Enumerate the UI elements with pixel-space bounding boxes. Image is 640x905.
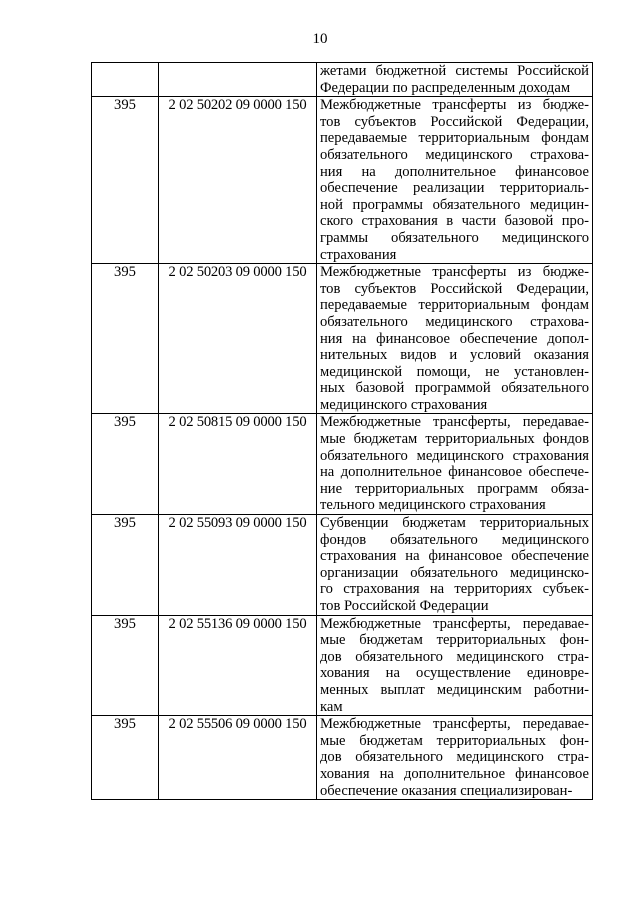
- text-line: Межбюджетные трансферты из бюдже-: [320, 264, 589, 281]
- admin-code-cell: 395: [92, 97, 159, 264]
- text-line: обязательного медицинского страхова-: [320, 146, 589, 163]
- admin-code-cell: 395: [92, 414, 159, 515]
- revenue-name-cell: [317, 63, 593, 97]
- text-line: мые бюджетам территориальных фон-: [320, 732, 589, 749]
- budget-code-cell: [159, 63, 317, 97]
- text-line: ние территориальных программ обяза-: [320, 480, 589, 497]
- text-line: тов субъектов Российской Федерации,: [320, 113, 589, 130]
- text-line: тов Российской Федерации: [320, 598, 489, 614]
- budget-code-cell: 2 02 55093 09 0000 150: [159, 515, 317, 616]
- text-line: хования на осуществление единовре-: [320, 665, 589, 682]
- table-row: [92, 716, 593, 800]
- page-number: 10: [312, 31, 328, 47]
- admin-code-cell: 395: [92, 515, 159, 616]
- admin-code-cell: 395: [92, 716, 159, 800]
- text-line: передаваемые территориальным фондам: [320, 297, 589, 314]
- text-line: страхования на финансовое обеспечение: [320, 548, 589, 565]
- table-row: [92, 63, 593, 97]
- revenue-name-cell: [317, 414, 593, 515]
- text-line: обязательного медицинского страхования: [320, 447, 589, 464]
- table-row: [92, 515, 593, 616]
- text-line: медицинской помощи, не установлен-: [320, 363, 589, 380]
- budget-code-cell: 2 02 55136 09 0000 150: [159, 615, 317, 716]
- text-line: Межбюджетные трансферты, передавае-: [320, 414, 589, 431]
- text-line: фондов обязательного медицинского: [320, 531, 589, 548]
- text-line: ния на финансовое обеспечение допол-: [320, 330, 589, 347]
- admin-code-cell: 395: [92, 264, 159, 414]
- text-line: дов обязательного медицинского стра-: [320, 648, 589, 665]
- text-line: на дополнительное финансовое обеспече-: [320, 464, 589, 481]
- text-line: передаваемые территориальным фондам: [320, 130, 589, 147]
- text-line: Федерации по распределенным доходам: [320, 79, 571, 96]
- table-row: [92, 414, 593, 515]
- text-line: ского страхования в части базовой про-: [320, 213, 589, 230]
- table-row: [92, 615, 593, 716]
- text-line: менных выплат медицинским работни-: [320, 681, 589, 698]
- text-line: медицинского страхования: [320, 396, 488, 413]
- text-line: обеспечение реализации территориаль-: [320, 180, 589, 197]
- revenue-name-cell: [317, 264, 593, 414]
- budget-code-cell: 2 02 50815 09 0000 150: [159, 414, 317, 515]
- text-line: мые бюджетам территориальных фондов: [320, 431, 589, 448]
- text-line: обеспечение оказания специализирован-: [320, 782, 573, 799]
- text-line: ной программы обязательного медицин-: [320, 196, 589, 213]
- text-line: граммы обязательного медицинского: [320, 229, 589, 246]
- text-line: нительных видов и условий оказания: [320, 347, 589, 364]
- text-line: обязательного медицинского страхова-: [320, 313, 589, 330]
- text-line: мые бюджетам территориальных фон-: [320, 632, 589, 649]
- revenue-name-cell: [317, 97, 593, 264]
- table-body: [92, 63, 593, 800]
- budget-classification-table: [91, 62, 593, 800]
- revenue-name-cell: [317, 716, 593, 800]
- revenue-name-cell: [317, 515, 593, 616]
- budget-code-cell: 2 02 50203 09 0000 150: [159, 264, 317, 414]
- table-row: [92, 264, 593, 414]
- text-line: дов обязательного медицинского стра-: [320, 749, 589, 766]
- text-line: хования на дополнительное финансовое: [320, 765, 589, 782]
- text-line: Субвенции бюджетам территориальных: [320, 515, 589, 532]
- budget-code-cell: 2 02 55506 09 0000 150: [159, 716, 317, 800]
- table-row: [92, 97, 593, 264]
- budget-code-cell: 2 02 50202 09 0000 150: [159, 97, 317, 264]
- text-line: Межбюджетные трансферты, передавае-: [320, 615, 589, 632]
- text-line: ных базовой программой обязательного: [320, 380, 589, 397]
- text-line: Межбюджетные трансферты, передавае-: [320, 716, 589, 733]
- text-line: страхования: [320, 246, 397, 263]
- revenue-name-cell: [317, 615, 593, 716]
- admin-code-cell: [92, 63, 159, 97]
- text-line: организации обязательного медицинско-: [320, 564, 589, 581]
- text-line: го страхования на территориях субъек-: [320, 581, 589, 598]
- text-line: кам: [320, 698, 343, 715]
- text-line: ния на дополнительное финансовое: [320, 163, 589, 180]
- text-line: тов субъектов Российской Федерации,: [320, 280, 589, 297]
- text-line: Межбюджетные трансферты из бюдже-: [320, 97, 589, 114]
- admin-code-cell: 395: [92, 615, 159, 716]
- text-line: тельного медицинского страхования: [320, 497, 546, 514]
- text-line: жетами бюджетной системы Российской: [320, 63, 589, 79]
